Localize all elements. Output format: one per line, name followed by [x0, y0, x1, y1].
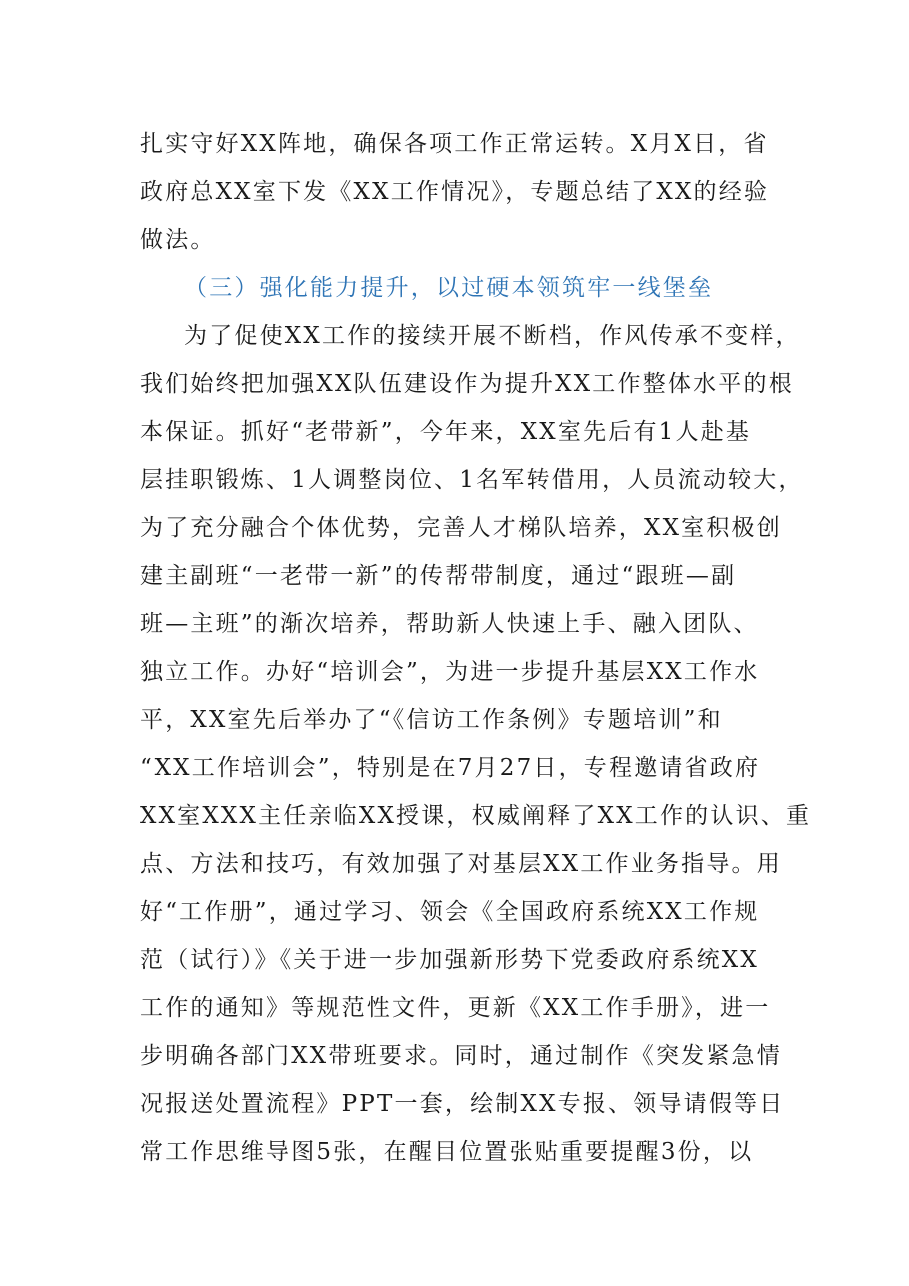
- body-text-line: 本保证。抓好“老带新”，今年来，XX室先后有1人赴基: [140, 419, 752, 445]
- body-text-line: 扎实守好XX阵地，确保各项工作正常运转。X月X日，省: [140, 131, 769, 157]
- body-text-line: 政府总XX室下发《XX工作情况》，专题总结了XX的经验: [140, 179, 770, 205]
- body-text-line: 层挂职锻炼、1人调整岗位、1名军转借用，人员流动较大，: [140, 467, 804, 493]
- body-text-line: 好“工作册”，通过学习、领会《全国政府系统XX工作规: [140, 899, 760, 925]
- body-text-line: 建主副班“一老带一新”的传帮带制度，通过“跟班—副: [140, 563, 737, 589]
- body-text-line: 常工作思维导图5张，在醒目位置张贴重要提醒3份，以: [140, 1139, 754, 1165]
- section-heading: （三）强化能力提升，以过硬本领筑牢一线堡垒: [184, 275, 714, 301]
- body-text-line: “XX工作培训会”，特别是在7月27日，专程邀请省政府: [140, 755, 761, 781]
- body-text-line: 为了充分融合个体优势，完善人才梯队培养，XX室积极创: [140, 515, 782, 541]
- body-text-line: 我们始终把加强XX队伍建设作为提升XX工作整体水平的根: [140, 371, 794, 397]
- body-text-line: 范（试行）》《关于进一步加强新形势下党委政府系统XX: [140, 947, 759, 973]
- body-text-line: 平，XX室先后举办了“《信访工作条例》专题培训”和: [140, 707, 723, 733]
- body-text-line: 班—主班”的渐次培养，帮助新人快速上手、融入团队、: [140, 611, 759, 637]
- body-text-line: 做法。: [140, 227, 216, 253]
- body-text-line: 况报送处置流程》PPT一套，绘制XX专报、领导请假等日: [140, 1091, 785, 1117]
- body-text-line: 独立工作。办好“培训会”，为进一步提升基层XX工作水: [140, 659, 760, 685]
- body-text-line: 为了促使XX工作的接续开展不断档，作风传承不变样，: [184, 323, 801, 349]
- body-text-line: 步明确各部门XX带班要求。同时，通过制作《突发紧急情: [140, 1043, 782, 1069]
- body-text-line: XX室XXX主任亲临XX授课，权威阐释了XX工作的认识、重: [140, 803, 812, 829]
- body-text-line: 工作的通知》等规范性文件，更新《XX工作手册》，进一: [140, 995, 771, 1021]
- body-text-line: 点、方法和技巧，有效加强了对基层XX工作业务指导。用: [140, 851, 782, 877]
